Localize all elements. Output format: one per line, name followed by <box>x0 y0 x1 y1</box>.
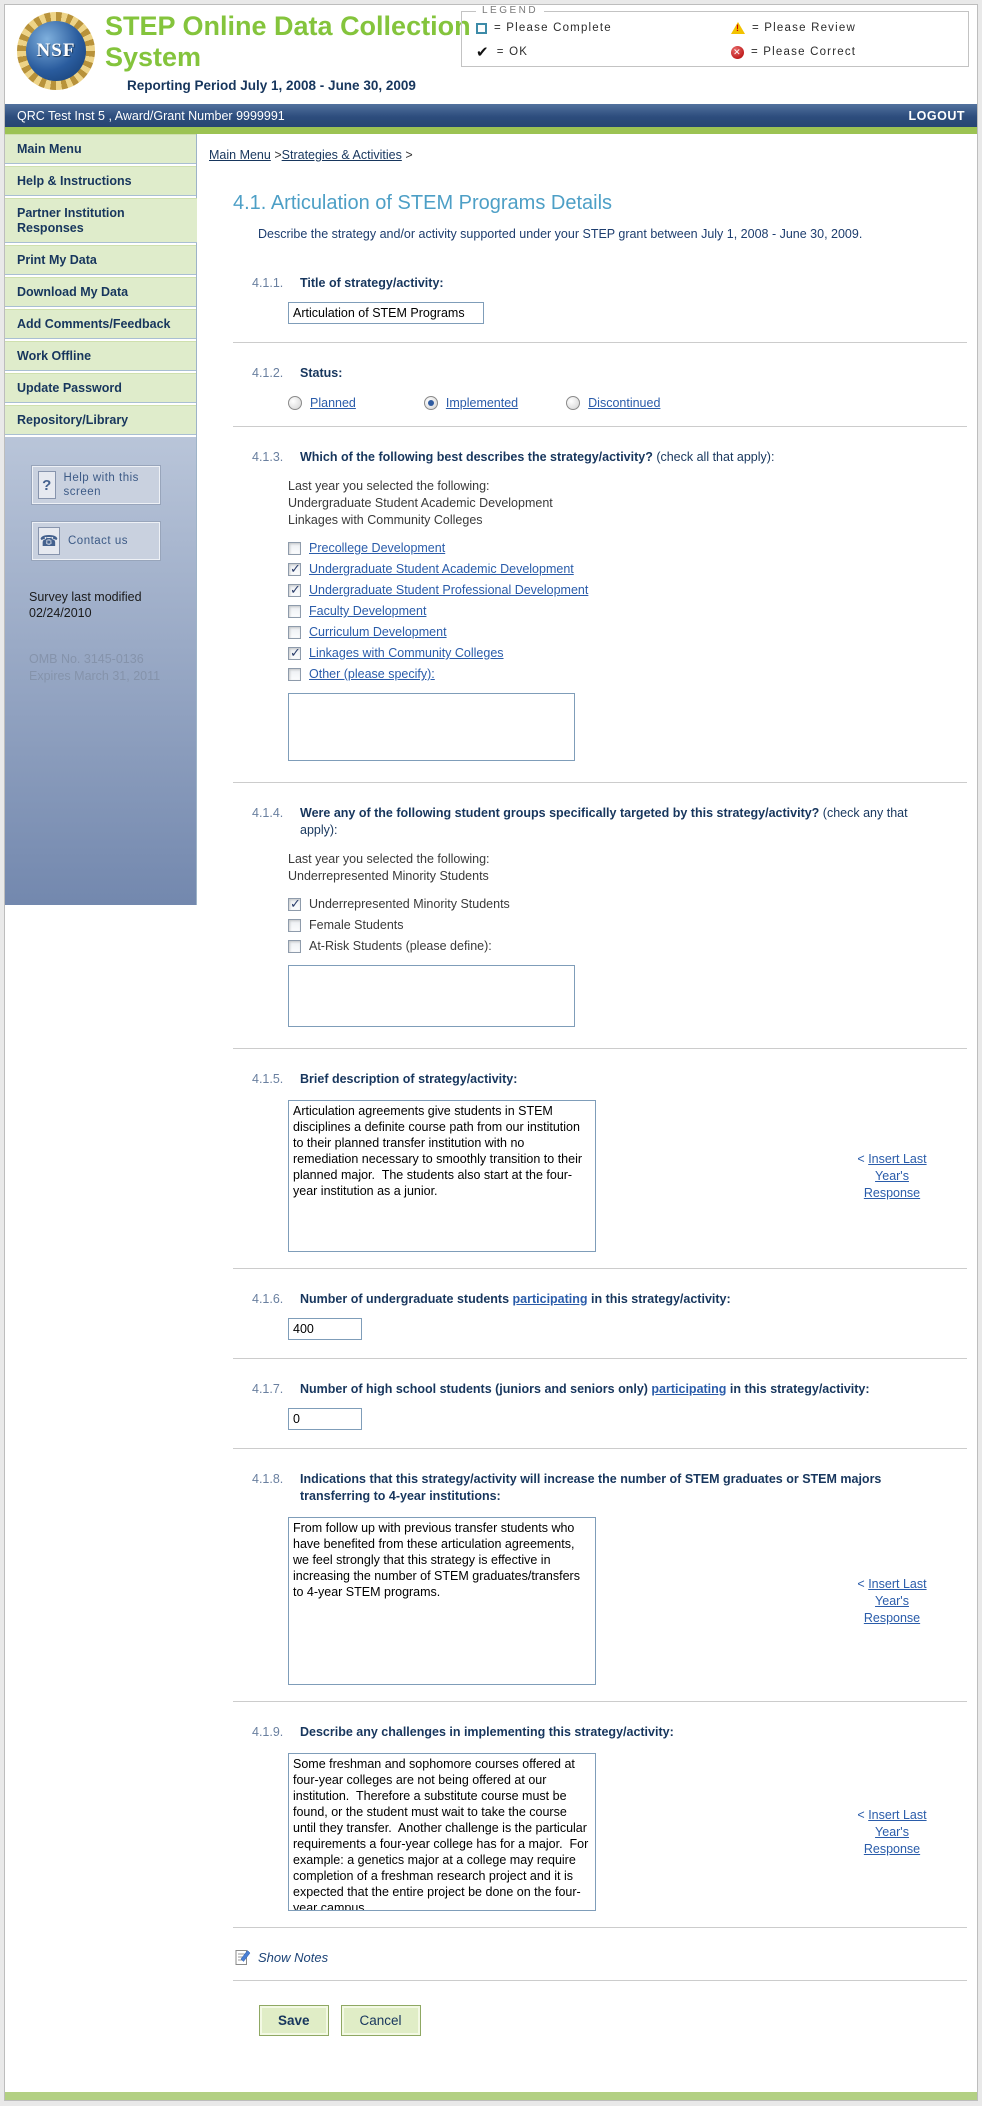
navbar <box>5 104 977 127</box>
show-notes-link[interactable] <box>235 1948 967 1966</box>
student-groups-rest: (check any that apply): <box>300 806 908 837</box>
minority-checkbox[interactable] <box>288 898 301 911</box>
separator <box>233 1927 967 1928</box>
main-content <box>197 134 977 2036</box>
section-4-1-7 <box>252 1381 967 1432</box>
highschool-count-label <box>300 1381 908 1398</box>
breadcrumb-separator-2: > <box>405 148 413 162</box>
insert-link-text-3[interactable]: Insert Last Year's Response <box>863 1807 927 1856</box>
legend-item-ok <box>476 43 731 61</box>
checkbox-option-curriculum[interactable] <box>288 625 908 639</box>
radio-option-discontinued[interactable] <box>566 396 660 410</box>
separator <box>233 1048 967 1049</box>
sidebar-info-panel <box>5 437 196 905</box>
challenges-textarea[interactable] <box>288 1753 596 1911</box>
faculty-label-link[interactable]: Faculty Development <box>309 604 427 618</box>
notes-icon <box>235 1948 251 1966</box>
page-description: Describe the strategy and/or activity supported under your STEP grant between July 1, 2008 - June 30, 2009. <box>258 227 863 241</box>
error-circle-icon: ✕ <box>731 46 744 59</box>
logout-button[interactable]: LOGOUT <box>908 108 965 123</box>
planned-radio[interactable] <box>288 396 302 410</box>
save-button[interactable]: Save <box>259 2005 329 2036</box>
indications-textarea[interactable] <box>288 1517 596 1685</box>
radio-option-implemented[interactable] <box>424 396 518 410</box>
legend-grid <box>476 16 958 64</box>
separator <box>233 342 967 343</box>
discontinued-label-link[interactable]: Discontinued <box>588 396 661 410</box>
legend-correct-label: = Please Correct <box>751 46 857 58</box>
linkages-checkbox[interactable] <box>288 647 301 660</box>
sidebar-item-work-offline[interactable]: Work Offline <box>5 341 196 371</box>
status-radio-group <box>288 396 908 410</box>
checkbox-option-at-risk[interactable] <box>288 939 908 953</box>
best-describes-rest: (check all that apply): <box>652 450 775 464</box>
other-checkbox[interactable] <box>288 668 301 681</box>
separator <box>233 782 967 783</box>
precollege-checkbox[interactable] <box>288 542 301 555</box>
participating-link[interactable]: participating <box>512 1292 588 1306</box>
question-number: 4.1.7. <box>252 1382 284 1396</box>
page-title: 4.1. Articulation of STEM Programs Details <box>233 192 613 214</box>
legend-box <box>461 5 969 67</box>
brief-description-textarea[interactable] <box>288 1100 596 1252</box>
last-year-value-q4: Underrepresented Minority Students <box>288 869 489 883</box>
legend-complete-label: = Please Complete <box>494 22 612 34</box>
sidebar-item-print-my-data[interactable]: Print My Data <box>5 245 196 275</box>
title-of-strategy-label: Title of strategy/activity: <box>300 276 444 290</box>
highschool-label-post: in this strategy/activity: <box>726 1382 870 1396</box>
question-number: 4.1.3. <box>252 450 284 464</box>
curriculum-checkbox[interactable] <box>288 626 301 639</box>
question-number: 4.1.2. <box>252 366 284 380</box>
at-risk-checkbox[interactable] <box>288 940 301 953</box>
section-4-1-6 <box>252 1291 967 1342</box>
phone-icon: ☎ <box>38 527 60 555</box>
insert-last-year-link-3[interactable] <box>846 1807 938 1858</box>
page <box>4 4 978 2101</box>
last-year-value-2: Linkages with Community Colleges <box>288 513 483 527</box>
precollege-label-link[interactable]: Precollege Development <box>309 541 446 555</box>
insert-last-year-link[interactable] <box>846 1151 938 1202</box>
curriculum-label-link[interactable]: Curriculum Development <box>309 625 447 639</box>
please-complete-icon <box>476 23 487 34</box>
last-year-value-1: Undergraduate Student Academic Development <box>288 496 553 510</box>
sidebar-item-update-password[interactable]: Update Password <box>5 373 196 403</box>
omb-expires: Expires March 31, 2011 <box>29 669 161 683</box>
breadcrumb-strategies-activities[interactable]: Strategies & Activities <box>281 148 402 162</box>
ug-professional-label-link[interactable]: Undergraduate Student Professional Development <box>309 583 589 597</box>
separator <box>233 1358 967 1359</box>
last-year-intro-line-q4: Last year you selected the following: <box>288 852 490 866</box>
nsf-logo-globe <box>26 21 86 81</box>
warning-triangle-icon <box>731 22 745 34</box>
section-4-1-8 <box>252 1471 967 1685</box>
nsf-logo-text: NSF <box>36 40 76 61</box>
at-risk-label: At-Risk Students (please define): <box>309 939 492 953</box>
participating-link-2[interactable]: participating <box>651 1382 727 1396</box>
student-groups-bold: Were any of the following student groups specifically targeted by this strategy/activity? <box>300 806 820 820</box>
section-4-1-9 <box>252 1724 967 1911</box>
insert-link-prefix-2: < <box>857 1576 865 1591</box>
legend-item-review <box>731 22 958 34</box>
last-year-intro <box>288 478 908 529</box>
reporting-period: Reporting Period July 1, 2008 - June 30, 2009 <box>127 78 416 93</box>
cancel-button[interactable]: Cancel <box>341 2005 421 2036</box>
minority-label: Underrepresented Minority Students <box>309 897 510 911</box>
insert-last-year-link-2[interactable] <box>846 1576 938 1627</box>
insert-link-prefix-3: < <box>857 1807 865 1822</box>
checkbox-option-ug-professional[interactable] <box>288 583 908 597</box>
other-label-link[interactable]: Other (please specify): <box>309 667 435 681</box>
omb-number: OMB No. 3145-0136 <box>29 652 144 666</box>
sidebar-item-add-comments-feedback[interactable]: Add Comments/Feedback <box>5 309 196 339</box>
insert-link-text[interactable]: Insert Last Year's Response <box>863 1151 927 1200</box>
checkbox-option-ug-academic[interactable] <box>288 562 908 576</box>
separator <box>233 1448 967 1449</box>
section-4-1-3 <box>252 449 967 766</box>
legend-review-label: = Please Review <box>752 22 856 34</box>
survey-last-modified <box>29 589 196 621</box>
challenges-label: Describe any challenges in implementing this strategy/activity: <box>300 1725 674 1739</box>
checkbox-option-minority[interactable] <box>288 897 908 911</box>
question-number: 4.1.9. <box>252 1725 284 1739</box>
breadcrumb-main-menu[interactable]: Main Menu <box>209 148 271 162</box>
question-mark-icon: ? <box>38 471 56 499</box>
sidebar-item-repository-library[interactable]: Repository/Library <box>5 405 196 435</box>
ug-academic-label-link[interactable]: Undergraduate Student Academic Development <box>309 562 574 576</box>
separator <box>233 1268 967 1269</box>
best-describes-label <box>300 449 908 466</box>
separator <box>233 426 967 427</box>
bottom-green-strip <box>5 2092 977 2100</box>
undergrad-label-pre: Number of undergraduate students <box>300 1292 513 1306</box>
top-green-strip <box>5 127 977 134</box>
strategy-title-input[interactable] <box>288 302 484 324</box>
ug-academic-checkbox[interactable] <box>288 563 301 576</box>
checkbox-option-female[interactable] <box>288 918 908 932</box>
undergrad-count-label <box>300 1291 908 1308</box>
checkbox-option-faculty[interactable] <box>288 604 908 618</box>
help-with-this-screen-button[interactable] <box>31 465 161 505</box>
female-checkbox[interactable] <box>288 919 301 932</box>
app-title: STEP Online Data Collection System <box>105 11 471 72</box>
survey-modified-line2: 02/24/2010 <box>29 606 92 620</box>
discontinued-radio[interactable] <box>566 396 580 410</box>
checkbox-option-linkages[interactable] <box>288 646 908 660</box>
section-4-1-4 <box>252 805 967 1032</box>
last-year-intro-line: Last year you selected the following: <box>288 479 490 493</box>
question-number: 4.1.1. <box>252 276 284 290</box>
checkbox-option-precollege[interactable] <box>288 541 908 555</box>
status-label: Status: <box>300 366 343 380</box>
question-number: 4.1.8. <box>252 1472 284 1486</box>
question-number: 4.1.4. <box>252 806 284 820</box>
checkbox-option-other[interactable] <box>288 667 908 681</box>
implemented-label-link[interactable]: Implemented <box>445 396 519 410</box>
account-info: QRC Test Inst 5 , Award/Grant Number 9999991 <box>17 108 285 123</box>
indications-label: Indications that this strategy/activity will increase the number of STEM graduates or STEM majors transferring to 4-year institutions: <box>300 1472 882 1503</box>
breadcrumb-separator: > <box>274 148 282 162</box>
sidebar-item-main-menu[interactable]: Main Menu <box>5 134 196 164</box>
linkages-label-link[interactable]: Linkages with Community Colleges <box>309 646 504 660</box>
legend-ok-label: = OK <box>496 46 529 58</box>
separator <box>233 1701 967 1702</box>
insert-link-text-2[interactable]: Insert Last Year's Response <box>863 1576 927 1625</box>
planned-label-link[interactable]: Planned <box>310 396 356 410</box>
breadcrumb <box>209 148 967 162</box>
question-number: 4.1.5. <box>252 1072 284 1086</box>
student-groups-label <box>300 805 908 839</box>
legend-item-complete <box>476 22 731 34</box>
sidebar <box>5 134 197 905</box>
sidebar-item-help-instructions[interactable]: Help & Instructions <box>5 166 196 196</box>
section-4-1-2 <box>252 365 967 410</box>
highschool-count-input[interactable] <box>288 1408 362 1430</box>
contact-us-label: Contact us <box>68 535 128 547</box>
insert-link-prefix: < <box>857 1151 865 1166</box>
section-4-1-5 <box>252 1071 967 1252</box>
nsf-logo-icon <box>17 12 95 90</box>
legend-title: LEGEND <box>476 5 544 16</box>
sidebar-item-partner-institution-responses[interactable]: Partner Institution Responses <box>5 198 197 243</box>
ug-professional-checkbox[interactable] <box>288 584 301 597</box>
header <box>5 5 977 104</box>
sidebar-item-download-my-data[interactable]: Download My Data <box>5 277 196 307</box>
last-year-intro-q4 <box>288 851 908 885</box>
female-label: Female Students <box>309 918 404 932</box>
undergrad-label-post: in this strategy/activity: <box>587 1292 731 1306</box>
question-number: 4.1.6. <box>252 1292 284 1306</box>
omb-info <box>29 651 196 685</box>
survey-modified-line1: Survey last modified <box>29 590 142 604</box>
other-specify-textarea[interactable] <box>288 693 575 761</box>
contact-us-button[interactable] <box>31 521 161 561</box>
radio-option-planned[interactable] <box>288 396 356 410</box>
undergrad-count-input[interactable] <box>288 1318 362 1340</box>
separator <box>233 1980 967 1981</box>
highschool-label-pre: Number of high school students (juniors and seniors only) <box>300 1382 652 1396</box>
help-screen-label: Help with this screen <box>63 472 139 498</box>
section-4-1-1 <box>252 275 967 326</box>
brief-description-label: Brief description of strategy/activity: <box>300 1072 518 1086</box>
button-row <box>259 2005 967 2036</box>
at-risk-define-textarea[interactable] <box>288 965 575 1027</box>
check-icon: ✔ <box>476 43 490 61</box>
best-describes-bold: Which of the following best describes the strategy/activity? <box>300 450 653 464</box>
faculty-checkbox[interactable] <box>288 605 301 618</box>
implemented-radio[interactable] <box>424 396 438 410</box>
legend-item-correct <box>731 46 958 59</box>
show-notes-label[interactable]: Show Notes <box>258 1949 329 1965</box>
